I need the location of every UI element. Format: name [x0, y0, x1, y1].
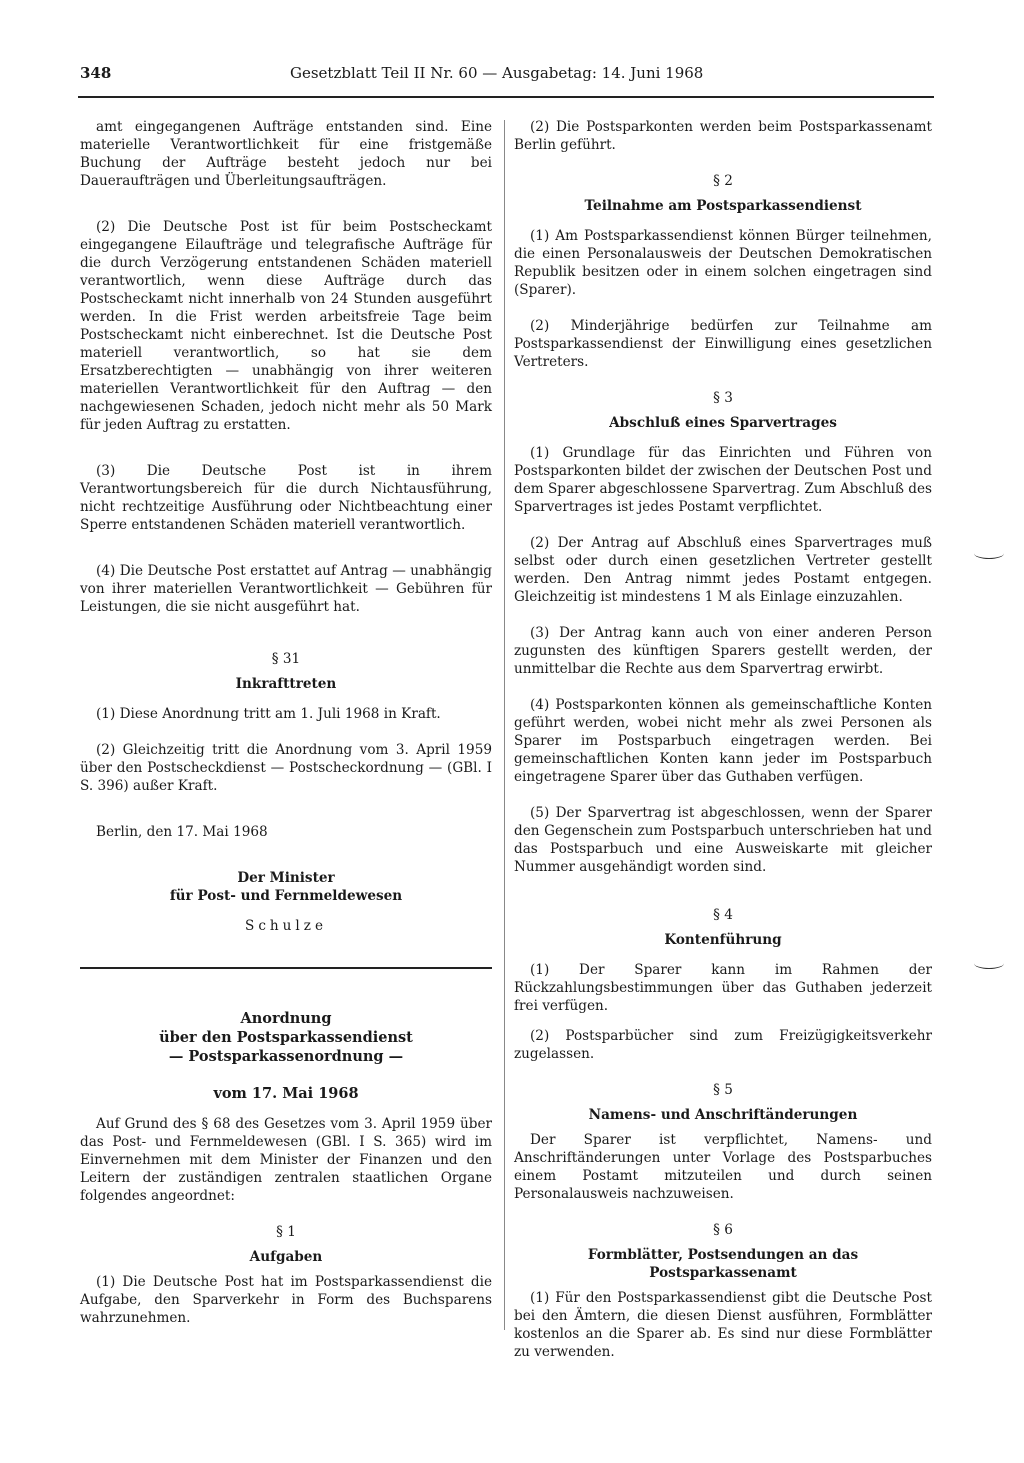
- section-2-number: § 2: [713, 173, 733, 189]
- minister-department: für Post- und Fernmeldewesen: [169, 888, 403, 904]
- section-2-paragraph-1: (1) Am Postsparkassendienst können Bürger teilnehmen, die einen Personalausweis der Deutschen Demokratischen Republik besitzen oder in einem solchen eingetragen sind (Sparer).: [514, 228, 932, 298]
- ordinance-date: vom 17. Mai 1968: [213, 1085, 359, 1102]
- section-2-paragraph-2: (2) Minderjährige bedürfen zur Teilnahme am Postsparkassendienst der Einwilligung eines gesetzlichen Vertreters.: [514, 318, 932, 370]
- ordinance-short-title: — Postsparkassenordnung —: [168, 1048, 404, 1065]
- section-6-title: Formblätter, Postsendungen an das Postsparkassenamt: [587, 1247, 859, 1281]
- section-31-number: § 31: [271, 651, 301, 667]
- header-title: Gesetzblatt Teil II Nr. 60 — Ausgabetag: 14. Juni 1968: [290, 64, 704, 82]
- section-5-paragraph-1: Der Sparer ist verpflichtet, Namens- und Anschriftänderungen unter Vorlage des Postsparbuches einem Postamt mitzuteilen und durch seinen Personalausweis nachzuweisen.: [514, 1132, 932, 1202]
- section-5-number: § 5: [713, 1082, 733, 1098]
- section-3-paragraph-4: (4) Postsparkonten können als gemeinschaftliche Konten geführt werden, wobei nicht mehr als zwei Personen als Sparer im Postsparbuch eingetragen werden. Bei gemeinschaftlichen Konten kann jeder im Postsparbuch eingetragene Sparer über das Guthaben verfügen.: [514, 697, 932, 785]
- section-4-title: Kontenführung: [664, 932, 782, 948]
- ordinance-subtitle: über den Postsparkassendienst: [159, 1029, 413, 1046]
- section-6-number: § 6: [713, 1222, 733, 1238]
- column-divider: [504, 120, 505, 1330]
- section-1-paragraph-1: (1) Die Deutsche Post hat im Postsparkassendienst die Aufgabe, den Sparverkehr in Form des Buchsparens wahrzunehmen.: [80, 1274, 492, 1326]
- section-4-paragraph-2: (2) Postsparbücher sind zum Freizügigkeitsverkehr zugelassen.: [514, 1028, 932, 1062]
- margin-mark: [974, 958, 1004, 969]
- ordinance-preamble: Auf Grund des § 68 des Gesetzes vom 3. April 1959 über das Post- und Fernmeldewesen (GBl. I S. 365) wird im Einvernehmen mit dem Minister der Finanzen und den Leitern der zuständigen zentralen staatlichen Organe folgendes angeordnet:: [80, 1116, 492, 1204]
- paragraph-4: (4) Die Deutsche Post erstattet auf Antrag — unabhängig von ihrer materiellen Verantwortlichkeit — Gebühren für Leistungen, die sie nicht ausgeführt hat.: [80, 563, 492, 615]
- page-header: [78, 62, 934, 98]
- section-31-paragraph-2: (2) Gleichzeitig tritt die Anordnung vom 3. April 1959 über den Postscheckdienst — Postscheckordnung — (GBl. I S. 396) außer Kraft.: [80, 742, 492, 794]
- section-4-paragraph-1: (1) Der Sparer kann im Rahmen der Rückzahlungsbestimmungen über das Guthaben jederzeit frei verfügen.: [514, 962, 932, 1014]
- paragraph-2: (2) Die Deutsche Post ist für beim Postscheckamt eingegangene Eilaufträge und telegrafische Aufträge für die durch Verzögerung entstandenen Schäden materiell verantwortlich, wenn diese Aufträge durch das Postscheckamt nicht innerhalb von 24 Stunden ausgeführt werden. In die Frist werden arbeitsfreie Tage beim Postscheckamt nicht einberechnet. Ist die Deutsche Post materiell verantwortlich, so hat sie dem Ersatzberechtigten — unabhängig von ihrer weiteren materiellen Verantwortlichkeit für den Auftrag — den nachgewiesenen Schaden, jedoch nicht mehr als 50 Mark für jeden Auftrag zu erstatten.: [80, 219, 492, 433]
- section-3-paragraph-1: (1) Grundlage für das Einrichten und Führen von Postsparkonten bildet der zwischen der Deutschen Post und dem Sparer abgeschlossene Sparvertrag. Zum Abschluß des Sparvertrages ist jedes Postamt verpflichtet.: [514, 445, 932, 515]
- section-6-paragraph-1: (1) Für den Postsparkassendienst gibt die Deutsche Post bei den Ämtern, die diesen Dienst ausführen, Formblätter kostenlos an die Sparer ab. Es sind nur diese Formblätter zu verwenden.: [514, 1290, 932, 1360]
- place-date: Berlin, den 17. Mai 1968: [96, 824, 268, 840]
- signature-name: Schulze: [245, 918, 327, 934]
- section-1-title: Aufgaben: [249, 1249, 323, 1265]
- section-3-title: Abschluß eines Sparvertrages: [609, 415, 837, 431]
- right-column: [514, 118, 932, 1361]
- section-1-paragraph-2: (2) Die Postsparkonten werden beim Postsparkassenamt Berlin geführt.: [514, 119, 932, 153]
- section-3-paragraph-2: (2) Der Antrag auf Abschluß eines Sparvertrages muß selbst oder durch einen gesetzlichen Vertreter gestellt werden. Den Antrag nimmt jedes Postamt entgegen. Gleichzeitig ist mindestens 1 M als Einlage einzuzahlen.: [514, 535, 932, 605]
- section-31-paragraph-1: (1) Diese Anordnung tritt am 1. Juli 1968 in Kraft.: [96, 706, 441, 722]
- margin-mark: [974, 548, 1004, 559]
- section-3-number: § 3: [713, 390, 733, 406]
- section-2-title: Teilnahme am Postsparkassendienst: [584, 198, 862, 214]
- section-5-title: Namens- und Anschriftänderungen: [588, 1107, 858, 1123]
- page-number: 348: [80, 64, 112, 82]
- continued-paragraph: amt eingegangenen Aufträge entstanden sind. Eine materielle Verantwortlichkeit für eine fristgemäße Buchung der Aufträge besteht jedoch nur bei Daueraufträgen und Überleitungsaufträgen.: [80, 119, 492, 189]
- section-3-paragraph-3: (3) Der Antrag kann auch von einer anderen Person zugunsten des künftigen Sparers gestellt werden, der unmittelbar die Rechte aus dem Sparvertrag erwirbt.: [514, 625, 932, 677]
- section-31-title: Inkrafttreten: [235, 676, 337, 692]
- section-4-number: § 4: [713, 907, 733, 923]
- minister-title: Der Minister: [237, 870, 335, 886]
- left-column: [80, 118, 492, 1327]
- paragraph-3: (3) Die Deutsche Post ist in ihrem Verantwortungsbereich für die durch Nichtausführung, nicht rechtzeitige Ausführung oder Nichtbeachtung einer Sperre entstandenen Schäden materiell verantwortlich.: [80, 463, 492, 533]
- section-3-paragraph-5: (5) Der Sparvertrag ist abgeschlossen, wenn der Sparer den Gegenschein zum Postsparbuch unterschrieben hat und das Postsparbuch und eine Ausweiskarte mit gleicher Nummer ausgehändigt worden sind.: [514, 805, 932, 875]
- ordinance-title: Anordnung: [240, 1010, 332, 1027]
- section-1-number: § 1: [276, 1224, 296, 1240]
